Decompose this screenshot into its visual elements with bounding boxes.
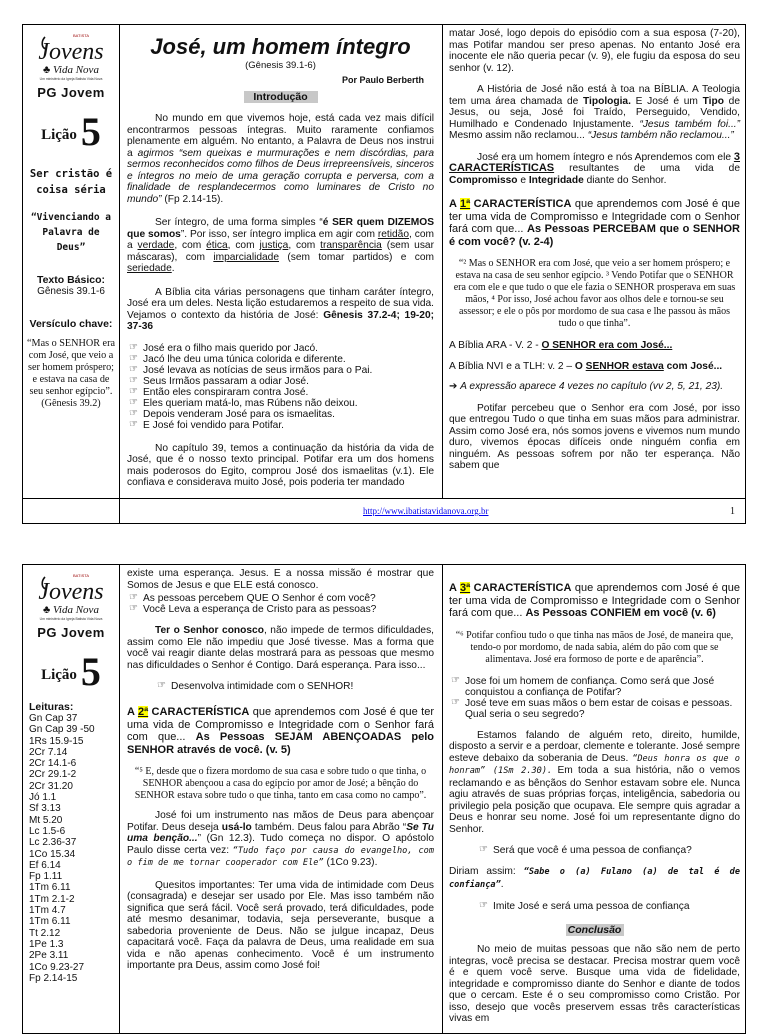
- reading-item: 2Cr 29.1-2: [29, 769, 77, 781]
- reading-item: 2Cr 7.14: [29, 746, 68, 758]
- reading-item: Gn Cap 37: [29, 713, 78, 724]
- key-verse-text: “Mas o SENHOR era com José, que veio a ser homem próspero; e estava na casa de seu senhor egípcio”. (Gênesis 39.2): [27, 338, 115, 409]
- lesson-number: [23, 649, 119, 694]
- page-title: José, um homem íntegro: [150, 34, 411, 59]
- conclusion-heading: Conclusão: [566, 924, 624, 936]
- hope-questions: [127, 593, 434, 615]
- basic-text: [23, 275, 119, 297]
- scripture-ref: (Gênesis 39.1-6): [245, 60, 316, 71]
- reading-item: Tt 2.12: [29, 927, 61, 939]
- bible-quote-1: “² Mas o SENHOR era com José, que veio a ser homem próspero; e estava na casa de seu senhor egípcio. ³ Vendo Potifar que o SENHOR era com ele e que tudo o que ele fazia o SENHOR prosperava em suas mãos, ⁴ Por isso, José achou favor aos olhos dele e tornou-se seu assessor; e ele o pôs por mordomo de sua casa e lhe passou às mãos tudo o que tinha”.: [453, 258, 736, 329]
- lesson-number: [23, 109, 119, 154]
- imitate-item: [477, 901, 740, 912]
- list-item: ☞ Jacó lhe deu uma túnica colorida e diferente.: [127, 354, 434, 365]
- list-item: ☞ E José foi vendido para Potifar.: [127, 420, 434, 431]
- list-item: ☞ Seus Irmãos passaram a odiar José.: [127, 376, 434, 387]
- jovens-logo: [23, 31, 119, 81]
- basic-text-value: Gênesis 39.1-6: [37, 286, 105, 297]
- paragraph-upright: Estamos falando de alguém reto, direito, humilde, disposto a servir e a perdoar, clemente e tolerante. José sempre esteve debaixo da soberania de Deus. “Deus honra os que o honram” (1Sm 2.30). Em toda a sua história, não o vemos reclamando e as bênçãos do Senhor estavam sobre ele. Nunca agiu através de suas próprias forças, inteligência, sabedoria ou privilegio pela posição que ocupava. Ele sempre quis agradar a Deus e honrar seu nome. José foi um representante digno do Senhor.: [449, 729, 741, 835]
- svg-text:♣ Vida Nova: ♣ Vida Nova: [43, 64, 99, 76]
- sidebar: [23, 565, 120, 1033]
- list-item: ☞ As pessoas percebem QUE O Senhor é com você?: [127, 593, 434, 604]
- reading-item: 1Tm 6.11: [29, 916, 71, 928]
- reading-item: 1Pe 1.3: [29, 938, 64, 950]
- svg-text:Um ministério da Igreja Batist: Um ministério da Igreja Batista Vida Nova: [39, 77, 103, 81]
- reading-item: 1Co 15.34: [29, 848, 76, 860]
- author: Por Paulo Berberth: [341, 75, 424, 85]
- paragraph-requirements: Quesitos importantes: Ter uma vida de intimidade com Deus (consagrada) e desejar ser usado por Ele. Mas isso também não significa que será fácil. Você será provado, terá dificuldades, pode até mesmo desanimar, todavia, seja perseverante, busque a sabedoria proveniente de Deus. Não se julgue incapaz, Deus capacitará você. Faça da palavra de Deus, uma realidade em sua vida e não apenas conhecimento. Você é um instrumento importante pra Deus, assim como José foi!: [127, 879, 434, 971]
- bible-quote-3: “⁶ Potifar confiou tudo o que tinha nas mãos de José, de maneira que, tendo-o por mordomo, de nada sabia, além do pão com que se alimentava. José era formoso de porte e de aparência”.: [455, 629, 734, 665]
- paragraph-context: A Bíblia cita várias personagens que tinham caráter íntegro, José era um deles. Nesta lição estudaremos a respeito de sua vida. Vejamos o contexto da história de José: Gênesis 37.2-4; 19-20; 37-36: [127, 286, 435, 332]
- reading-item: Fp 2.14-15: [29, 972, 78, 984]
- paragraph-potifar: Potifar percebeu que o Senhor era com José, por isso que entregou Tudo o que tinha em suas mãos para administrar. Assim como José era, nós somos jovens e vivemos num mundo duro, vivemos épocas difíceis onde ninguém confia em ninguém. As pessoas sofrem por não ter esperança. Não sabem que: [449, 402, 740, 471]
- bible-quote-2: “⁵ E, desde que o fizera mordomo de sua casa e sobre tudo o que tinha, o SENHOR abençoou a casa do egípcio por amor de José; a bênção do SENHOR estava sobre tudo o que tinha, tanto em casa como no campo”.: [134, 766, 427, 801]
- context-bullets: [127, 343, 434, 431]
- readings-label: Leituras:: [29, 701, 74, 713]
- svg-text:Jovens: Jovens: [38, 579, 104, 605]
- reading-item: Mt 5.20: [29, 814, 63, 826]
- readings-list: [29, 713, 119, 984]
- pg-jovem-label: PG Jovem: [37, 85, 105, 100]
- intro-heading: Introdução: [244, 91, 318, 103]
- page1-right-column: [442, 25, 747, 499]
- lesson-digit: 5: [80, 109, 101, 154]
- list-item: ☞ Eles queriam matá-lo, mas Rúbens não deixou.: [127, 398, 434, 409]
- paragraph-instrument: José foi um instrumento nas mãos de Deus para abençoar Potifar. Deus deseja usá-lo também. Deus falou para Abrão “Se Tu uma benção...” (Gn 12.3). Tudo começa no dispor. O apóstolo Paulo disse certa vez: “Tudo faço por causa do evangelho, com o fim de me tornar cooperador com Ele” (1Co 9.23).: [127, 810, 435, 868]
- lesson-word: Lição: [41, 127, 77, 143]
- reading-item: 2Pe 3.11: [29, 950, 69, 962]
- reading-item: 1Tm 2.1-2: [29, 893, 75, 905]
- svg-text:Jovens: Jovens: [38, 39, 104, 65]
- paragraph-intro: No mundo em que vivemos hoje, está cada vez mais difícil encontrarmos pessoas íntegras. Muito raramente confiamos plenamente em alguém. No entanto, a Palavra de Deus nos instrui a agirmos “sem queixas e murmurações e nem discórdias, para sermos reconhecidos como filhos de Deus irrepreensíveis, sinceros e íntegros no meio de uma geração corrupta e perversa, com a finalidade de resplandecermos como luminares de Cristo no mundo” (Fp 2.14-15).: [127, 113, 435, 205]
- reading-item: Ef 6.14: [29, 859, 61, 871]
- arrow-right-icon: ➔: [449, 381, 461, 392]
- reading-item: Fp 1.11: [29, 871, 63, 883]
- paragraph-hope: existe uma esperança. Jesus. E a nossa missão é mostrar que Somos de Jesus e que ELE está conosco.: [127, 568, 434, 591]
- lesson-digit: 5: [80, 649, 101, 694]
- list-item: ☞ Você Leva a esperança de Cristo para as pessoas?: [127, 604, 434, 615]
- first-trait: A 1ª CARACTERÍSTICA que aprendemos com José é que ter uma vida de Compromisso e Integridade com o Senhor fará com que... As Pessoas PERCEBAM que o SENHOR é com você? (v. 2-4): [449, 198, 741, 248]
- svg-text:♣ Vida Nova: ♣ Vida Nova: [43, 604, 99, 616]
- subtitle: “Vivenciando a Palavra de Deus”: [30, 212, 112, 253]
- nvi-version: A Bíblia NVI e a TLH: v. 2 – O SENHOR estava com José...: [449, 360, 723, 372]
- list-item: ☞ Imite José e será uma pessoa de confiança: [477, 901, 740, 912]
- reading-item: Jó 1.1: [29, 792, 57, 804]
- reading-item: 2Cr 14.1-6: [29, 758, 77, 770]
- ara-version: A Bíblia ARA - V. 2 - O SENHOR era com José...: [449, 340, 673, 351]
- reading-item: 2Cr 31.20: [29, 780, 73, 792]
- page2-left-column: [120, 565, 440, 972]
- paragraph-tipologia: A História de José não está à toa na BÍBLIA. A Teologia tem uma área chamada de Tipologia. E José é um Tipo de Jesus, ou seja, José foi Traído, Perseguido, Vendido, Humilhado e Condenado Injustamente. “Jesus também foi...” Mesmo assim não reclamou... “Jesus também não reclamou...”: [449, 84, 740, 141]
- jovens-logo: [23, 571, 119, 621]
- page-footer: [23, 498, 745, 523]
- third-trait: A 3ª CARACTERÍSTICA que aprendemos com José é que ter uma vida de Compromisso e Integridade com o Senhor fará com que... As Pessoas CONFIEM em você (v. 6): [449, 582, 741, 619]
- slogan: Ser cristão é coisa séria: [29, 168, 113, 196]
- key-verse-label: Versículo chave:: [29, 318, 113, 330]
- list-item: ☞ José teve em suas mãos o bem estar de coisas e pessoas. Qual seria o seu segredo?: [449, 698, 740, 720]
- list-item: ☞ José era o filho mais querido por Jacó.: [127, 343, 434, 354]
- page1-left-column: [120, 25, 440, 489]
- reading-item: Lc 1.5-6: [29, 825, 66, 837]
- sidebar: [23, 25, 120, 523]
- trust-questions: [449, 676, 740, 720]
- logo-small-text: BATISTA: [73, 33, 90, 38]
- paragraph-three-traits: José era um homem íntegro e nós Aprendemos com ele 3 CARACTERÍSTICAS resultantes de uma vida de Compromisso e Integridade diante do Senhor.: [449, 150, 740, 186]
- page-number: 1: [730, 506, 735, 517]
- reading-item: Gn Cap 39 -50: [29, 724, 95, 736]
- list-item: ☞ Então eles conspiraram contra José.: [127, 387, 434, 398]
- list-item: ☞ Depois venderam José para os ismaelitas.: [127, 409, 434, 420]
- list-item: ☞ Jose foi um homem de confiança. Como será que José conquistou a confiança de Potifar?: [449, 676, 740, 698]
- intimacy-item: [155, 681, 434, 692]
- reading-item: Sf 3.13: [29, 803, 61, 815]
- page-2: [22, 564, 746, 1034]
- reading-item: 1Co 9.23-27: [29, 961, 85, 973]
- list-item: ☞ Desenvolva intimidade com o SENHOR!: [155, 681, 434, 692]
- svg-text:Um ministério da Igreja Batist: Um ministério da Igreja Batista Vida Nova: [39, 617, 103, 621]
- reading-item: 1Tm 4.7: [29, 905, 66, 917]
- trust-question: [477, 845, 740, 856]
- paragraph-with-lord: Ter o Senhor conosco, não impede de termos dificuldades, assim como Ele não impediu que José tivesse. Mas a forma que você vai reagir diante delas mostrará para as pessoas que mesmo nas dificuldades o Senhor é Contigo. Dará esperança. Para isso...: [127, 625, 434, 671]
- lesson-word: Lição: [41, 667, 77, 683]
- site-link[interactable]: http://www.ibatistavidanova.org.br: [363, 506, 489, 516]
- basic-text-label: Texto Básico:: [36, 274, 106, 286]
- reading-item: Lc 2.36-37: [29, 837, 77, 849]
- paragraph-continuation: matar José, logo depois do episódio com a sua esposa (7-20), mas Potifar mandou ser preso apenas. No entanto José era inocente ele não queria pecar (v. 9), ele fugiu da esposa do seu senhor (v. 12).: [449, 28, 740, 74]
- paragraph-chapter39: No capítulo 39, temos a continuação da história da vida de José, que é o nosso texto principal. Potifar era um dos homens mais poderosos do Egito, comprou José dos ismaelitas (v.1). Ele confiava e considerava muito José, pois poderia ter mandado: [127, 442, 434, 488]
- second-trait: A 2ª CARACTERÍSTICA que aprendemos com José é que ter uma vida de Compromisso e Integridade com o Senhor fará com que... As Pessoas SEJAM ABENÇOADAS pelo SENHOR através de você. (v. 5): [127, 706, 434, 756]
- pg-jovem-label: PG Jovem: [37, 625, 105, 640]
- page-1: [22, 24, 746, 524]
- list-item: ☞ Será que você é uma pessoa de confiança?: [477, 845, 740, 856]
- readings: [29, 702, 119, 984]
- reading-item: 1Rs 15.9-15: [29, 735, 84, 747]
- list-item: ☞ José levava as notícias de seus irmãos para o Pai.: [127, 365, 434, 376]
- expression-note: ➔ A expressão aparece 4 vezes no capítulo (vv 2, 5, 21, 23).: [449, 381, 724, 392]
- they-would-say: Diriam assim: “Sabe o (a) Fulano (a) de tal é de confiança”.: [449, 866, 740, 890]
- page2-right-column: [442, 565, 747, 1033]
- paragraph-integrity: Ser íntegro, de uma forma simples “é SER quem DIZEMOS que somos”. Por isso, ser íntegro implica em agir com retidão, com a verdade, com ética, com justiça, com transparência (sem usar máscaras), com imparcialidade (sem tomar partidos) e com seriedade.: [127, 217, 435, 274]
- paragraph-conclusion: No meio de muitas pessoas que não são nem de perto integras, você precisa se destacar. Precisa mostrar quem você é e quem você serve. Busque uma vida de fidelidade, integridade e compromisso diante do Senhor e diante de todos que o cercam. Este é o seu compromisso como Cristão. Por isso, desejo que vocês preservem essas três características vivas em: [449, 944, 740, 1024]
- reading-item: 1Tm 6.11: [29, 882, 71, 894]
- svg-text:BATISTA: BATISTA: [73, 573, 90, 578]
